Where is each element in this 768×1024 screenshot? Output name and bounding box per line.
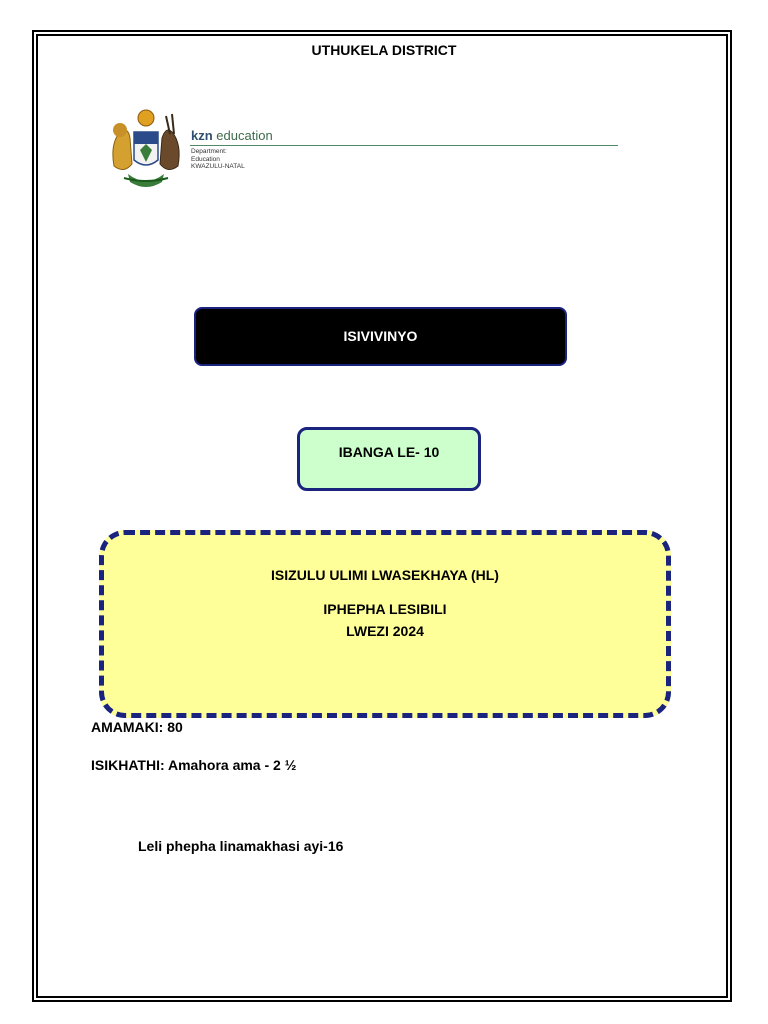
marks-text: AMAMAKI: 80 (91, 719, 183, 735)
exam-session: LWEZI 2024 (346, 623, 424, 639)
logo-department-text: Department: Education KWAZULU-NATAL (191, 148, 245, 170)
logo-education-text: education (216, 128, 273, 143)
district-heading: UTHUKELA DISTRICT (311, 42, 457, 58)
grade-box: IBANGA LE- 10 (297, 427, 481, 491)
subject-box (99, 530, 671, 718)
exam-title-box: ISIVIVINYO (194, 307, 567, 366)
kzn-education-logo (106, 104, 620, 190)
coat-of-arms-icon (106, 104, 186, 190)
subject-title: ISIZULU ULIMI LWASEKHAYA (HL) (271, 567, 499, 583)
time-text: ISIKHATHI: Amahora ama - 2 ½ (91, 757, 297, 773)
logo-divider (190, 145, 618, 146)
paper-number: IPHEPHA LESIBILI (323, 601, 447, 617)
logo-kzn-text: kzn (191, 128, 213, 143)
page-count-text: Leli phepha linamakhasi ayi-16 (138, 838, 344, 854)
